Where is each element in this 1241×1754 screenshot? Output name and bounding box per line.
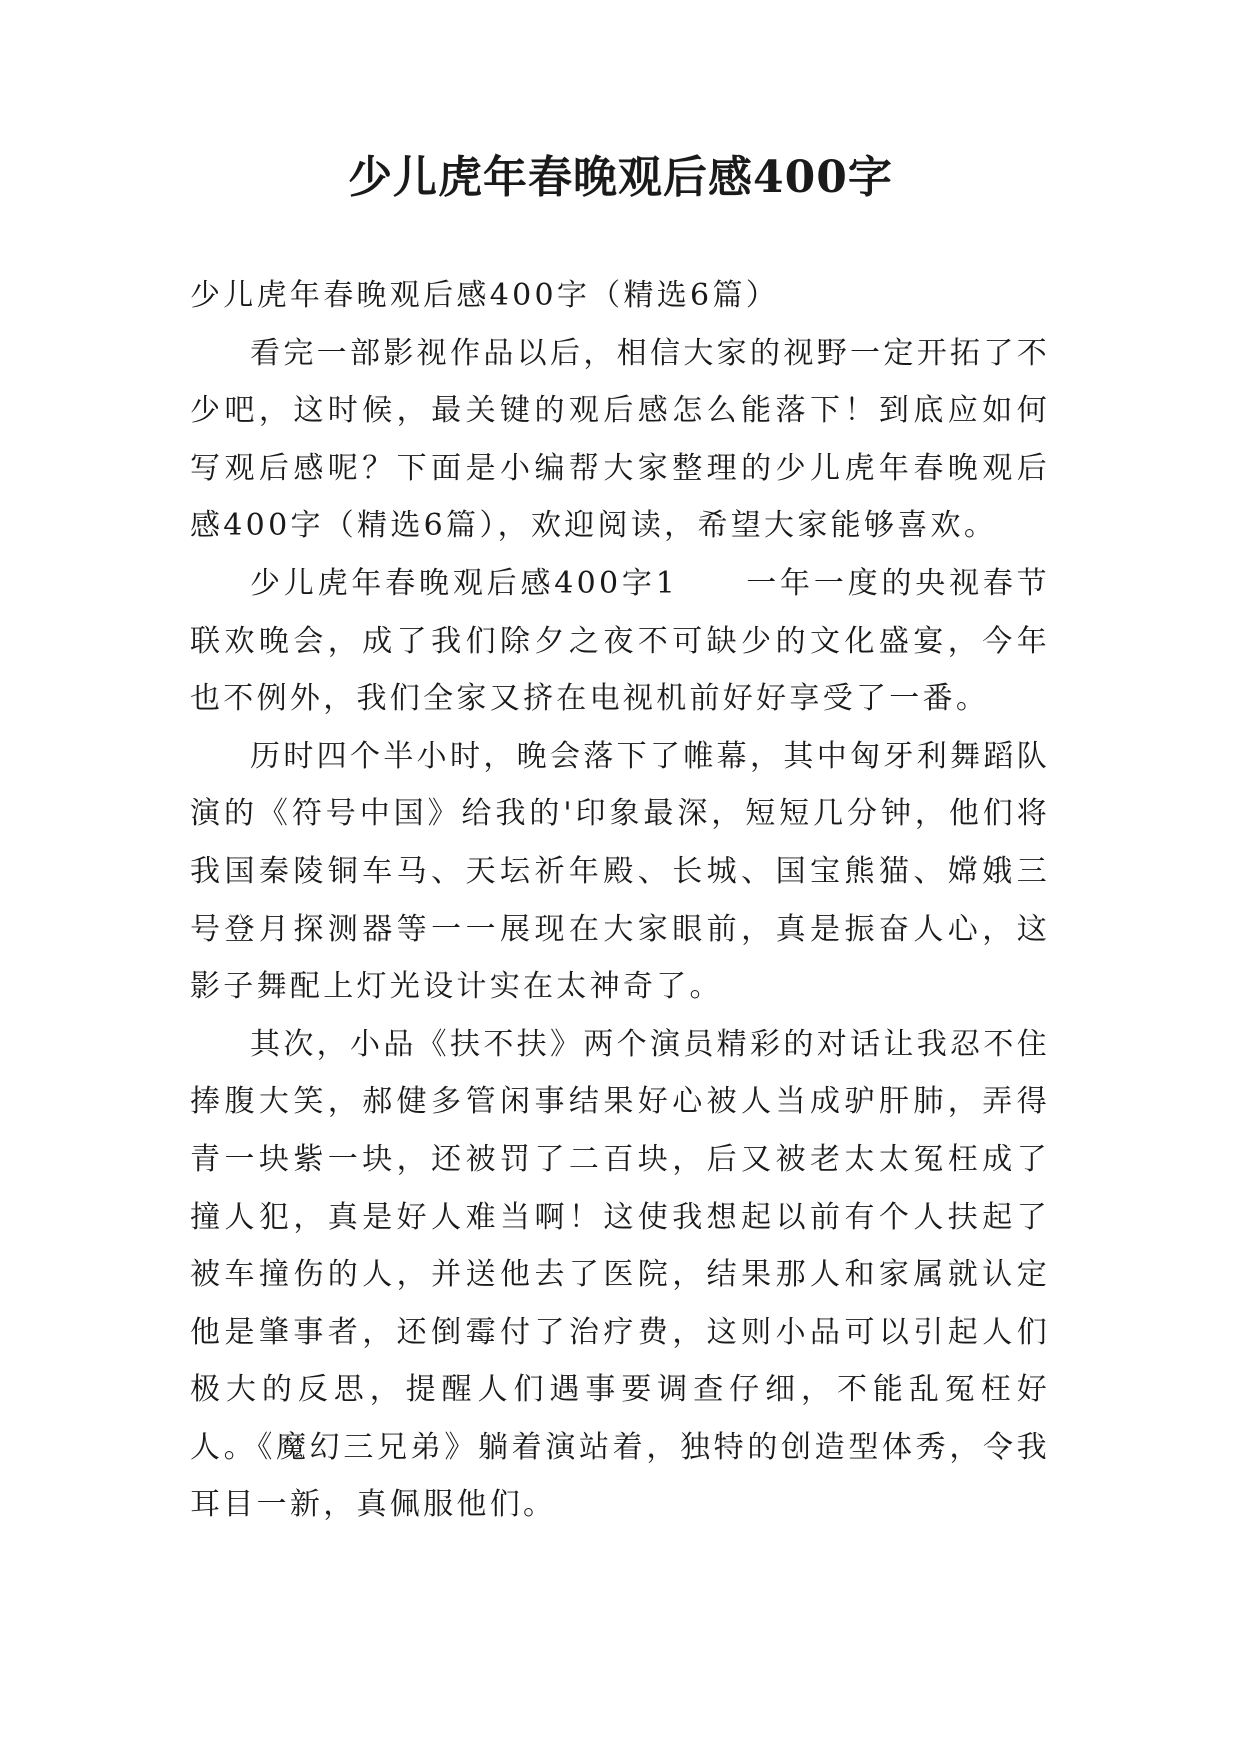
intro-paragraph: 看完一部影视作品以后，相信大家的视野一定开拓了不少吧，这时候，最关键的观后感怎么能落下！到底应如何写观后感呢？下面是小编帮大家整理的少儿虎年春晚观后感400字（精选6篇），欢迎阅读，希望大家能够喜欢。 [190, 335, 1050, 544]
document-title: 少儿虎年春晚观后感400字 [348, 152, 893, 203]
essay-1-paragraph-2: 历时四个半小时，晚会落下了帷幕，其中匈牙利舞蹈队演的《符号中国》给我的'印象最深，短短几分钟，他们将我国秦陵铜车马、天坛祈年殿、长城、国宝熊猫、嫦娥三号登月探测器等一一展现在大家眼前，真是振奋人心，这影子舞配上灯光设计实在太神奇了。 [190, 738, 1050, 1005]
essay-1-paragraph-3: 其次，小品《扶不扶》两个演员精彩的对话让我忍不住捧腹大笑，郝健多管闲事结果好心被人当成驴肝肺，弄得青一块紫一块，还被罚了二百块，后又被老太太冤枉成了撞人犯，真是好人难当啊！这使我想起以前有个人扶起了被车撞伤的人，并送他去了医院，结果那人和家属就认定他是肇事者，还倒霉付了治疗费，这则小品可以引起人们极大的反思，提醒人们遇事要调查仔细，不能乱冤枉好人。《魔幻三兄弟》躺着演站着，独特的创造型体秀，令我耳目一新，真佩服他们。 [190, 1026, 1050, 1523]
document-body [190, 267, 1050, 1534]
subtitle-paragraph: 少儿虎年春晚观后感400字（精选6篇） [190, 278, 780, 313]
essay-1-opening-paragraph: 少儿虎年春晚观后感400字1 一年一度的央视春节联欢晚会，成了我们除夕之夜不可缺少的文化盛宴，今年也不例外，我们全家又挤在电视机前好好享受了一番。 [190, 565, 1050, 717]
